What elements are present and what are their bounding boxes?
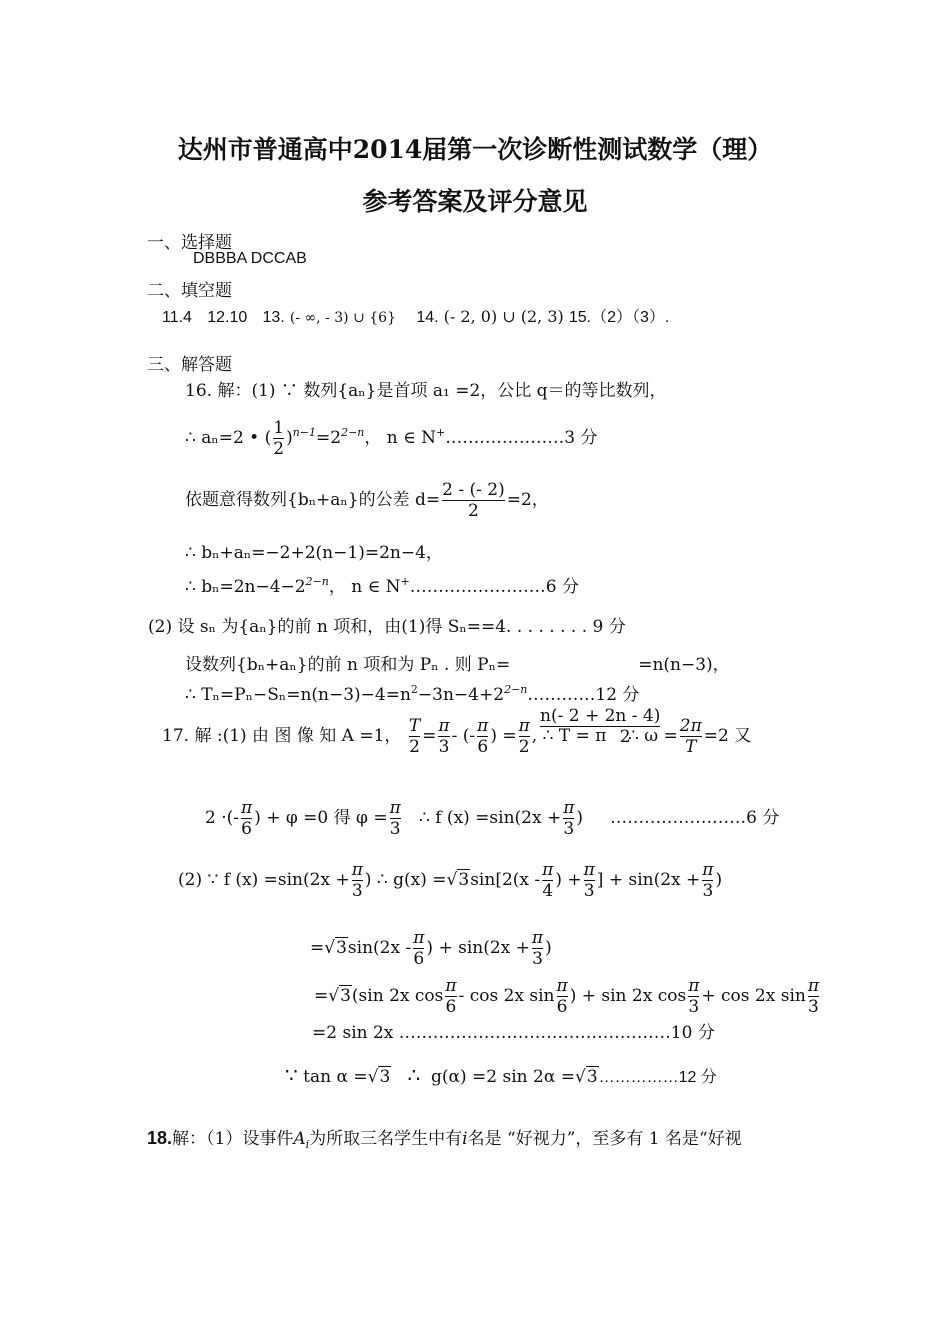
q16-part2-line3 — [185, 680, 639, 705]
q17-s1-close: ) — [545, 938, 552, 958]
page-subtitle: 参考答案及评分意见 — [362, 187, 588, 216]
q17-step1: =√3sin(2x - $\frac{\pi}{6}$ ) + sin(2x + $\frac{\pi}{3}$ ) — [310, 928, 552, 969]
frac-numerator: π — [807, 976, 820, 996]
frac-numerator: 2 - (- 2) — [442, 480, 505, 500]
q16-line5 — [185, 572, 579, 597]
section-heading-choice: 一、选择题 — [147, 233, 232, 253]
frac-denominator: 2 — [468, 501, 479, 521]
frac-denominator: 6 — [556, 997, 568, 1017]
frac-denominator: 3 — [702, 881, 714, 901]
q16-bn: ∴ bₙ=2n−4−2 — [185, 577, 306, 597]
q17-line2 — [205, 798, 779, 839]
frac-denominator: 2 — [518, 737, 530, 757]
q17-p2-close: ) — [715, 870, 723, 890]
q16-score-6: ……………………6 分 — [409, 577, 579, 597]
q16-line1: 16. 解：(1) ∵ 数列{aₙ}是首项 a₁ =2，公比 q＝的等比数列， — [185, 381, 667, 401]
frac — [352, 860, 363, 901]
q17-line1 — [162, 716, 751, 757]
q16-tn-exp2: 2−n — [504, 683, 528, 696]
frac-numerator: π — [389, 798, 401, 818]
answer-13-label: 13. — [262, 309, 285, 326]
q17-phi: ) + φ =0 得 φ = — [254, 808, 388, 828]
frac-denominator: 3 — [389, 819, 401, 839]
answer-11: 11.4 — [162, 309, 192, 326]
answer-12: 12.10 — [207, 309, 248, 326]
frac-denominator: 3 — [532, 949, 543, 969]
frac-denominator: 6 — [241, 819, 252, 839]
frac-denominator: 2 — [409, 737, 420, 757]
frac-numerator: π — [702, 860, 714, 880]
q16-score-12: …………12 分 — [527, 685, 640, 705]
q17-frac-T2 — [409, 716, 420, 757]
q16-line4: ∴ bₙ+aₙ=−2+2(n−1)=2n−4， — [185, 543, 443, 563]
frac-denominator: 3 — [688, 997, 700, 1017]
q17-g-alpha: g(α) =2 sin 2α = — [431, 1067, 575, 1087]
q16-plus-sup: + — [436, 426, 446, 439]
q16-tn-mid: −3n−4+2 — [417, 685, 505, 705]
q17-score-6: ……………………6 分 — [610, 808, 780, 828]
q18-i: i — [462, 1129, 468, 1149]
q17-omega-result: =2 又 — [703, 726, 752, 746]
q17-eq2: ) = — [490, 726, 517, 746]
q18-number: 18. — [147, 1128, 173, 1148]
q17-frac-pi3c — [563, 798, 574, 839]
sqrt-three: 3 — [458, 870, 470, 890]
frac — [445, 976, 456, 1017]
q16-an-expr: ∴ aₙ=2 • ( — [185, 428, 272, 448]
frac-denominator: 3 — [808, 997, 819, 1017]
q17-s2-d: + cos 2x sin — [701, 986, 806, 1006]
q17-frac-pi3 — [438, 716, 449, 757]
q16-line2 — [185, 418, 597, 459]
q16-pn-text: 设数列{bₙ+aₙ}的前 n 项和为 Pₙ . 则 Pₙ= — [185, 655, 511, 675]
q18-text-end: 名是 “好视力”，至多有 1 名是“好视 — [467, 1129, 742, 1149]
q17-tan: tan α = — [303, 1067, 368, 1087]
frac-numerator: π — [583, 860, 595, 880]
section-heading-solve: 三、解答题 — [147, 355, 232, 375]
q16-bn-sup: + — [400, 575, 410, 588]
q17-p2-plus: ) + — [555, 870, 582, 890]
q16-paren: ) — [286, 428, 293, 448]
frac — [542, 860, 553, 901]
answer-15: 15.（2）（3）. — [568, 309, 670, 326]
sqrt-three: 3 — [336, 938, 347, 958]
frac-numerator: π — [531, 928, 544, 948]
page-title: 达州市普通高中2014届第一次诊断性测试数学（理） — [177, 135, 773, 164]
q18-event-sub: i — [305, 1138, 310, 1151]
frac-denominator: 3 — [438, 737, 450, 757]
frac — [413, 928, 424, 969]
q17-eq: = — [422, 726, 437, 746]
q17-period: , ∴ T = π — [531, 726, 607, 746]
q17-s1-plus: ) + sin(2x + — [426, 938, 530, 958]
q16-tn-exp: 2 — [410, 683, 418, 696]
q16-tn: ∴ Tₙ=Pₙ−Sₙ=n(n−3)−4=n — [185, 685, 411, 705]
q16-domain: ， n ∈ N — [364, 428, 437, 448]
q18-intro: 解：（1）设事件 — [172, 1129, 294, 1149]
frac-numerator: 2π — [679, 716, 702, 736]
q16-frac-d — [442, 480, 505, 521]
q16-line3 — [185, 480, 549, 521]
frac-denominator: 3 — [563, 819, 575, 839]
frac-numerator: π — [445, 976, 457, 996]
q16-exponent-2: 2−n — [341, 426, 365, 439]
frac-numerator: π — [556, 976, 568, 996]
frac-denominator: 2 — [619, 727, 631, 747]
frac-denominator: 6 — [477, 737, 489, 757]
q18-event-A: A — [293, 1129, 306, 1149]
q17-s2-a: (sin 2x cos — [351, 986, 444, 1006]
q17-overlap-frac — [540, 706, 660, 747]
q17-p2-g: ) ∴ g(x) = — [364, 870, 447, 890]
q17-phi-eq: 2 ·(- — [205, 808, 239, 828]
q16-pn-result: =n(n−3)， — [638, 655, 730, 675]
frac-denominator: 3 — [351, 881, 363, 901]
frac — [702, 860, 713, 901]
q17-s2-b: - cos 2x sin — [458, 986, 555, 1006]
answer-13-value: (- ∞, - 3) ∪ {6} — [289, 310, 396, 326]
section-heading-fill: 二、填空题 — [147, 281, 232, 301]
answer-14-value: (- 2, 0) ∪ (2, 3) — [443, 307, 564, 326]
frac-numerator: n(- 2 + 2n - 4) — [540, 706, 661, 726]
frac-denominator: 3 — [583, 881, 595, 901]
frac — [688, 976, 699, 1017]
frac-numerator: π — [542, 860, 554, 880]
sqrt-three: 3 — [340, 986, 351, 1006]
q17-p2-sin2: ] + sin(2x + — [596, 870, 701, 890]
because-symbol: ∵ — [285, 1063, 298, 1087]
q17-frac-omega — [680, 716, 702, 757]
q17-part2-line1: (2) ∵ f (x) =sin(2x + $\frac{\pi}{3}$ ) ∴ g(x) =√3sin[2(x - $\frac{\pi}{4}$ ) + $\frac{\pi}{3}$ ] + sin(2x + $\frac{\pi}{3}$ ) — [178, 860, 723, 901]
frac-numerator: 1 — [273, 418, 285, 438]
q16-d-result: =2， — [506, 490, 549, 510]
q17-frac-pi2 — [519, 716, 530, 757]
frac-numerator: π — [688, 976, 700, 996]
frac-numerator: π — [477, 716, 489, 736]
q16-bn-exp: 2−n — [305, 575, 329, 588]
therefore-symbol: ∴ — [407, 1063, 421, 1087]
q17-frac-pi3b — [390, 798, 401, 839]
q16-diff-text: 依题意得数列{bₙ+aₙ}的公差 d= — [185, 490, 441, 510]
frac-numerator: π — [351, 860, 363, 880]
q17-frac-pi6 — [477, 716, 488, 757]
frac-denominator: 6 — [445, 997, 457, 1017]
frac — [584, 860, 595, 901]
q17-frac-pi6b — [241, 798, 252, 839]
q16-bn-domain: ， n ∈ N — [328, 577, 401, 597]
q17-s2-c: ) + sin 2x cos — [569, 986, 687, 1006]
q18-text: 为所取三名学生中有 — [309, 1129, 463, 1149]
frac — [532, 928, 543, 969]
fill-answers-line — [162, 304, 669, 327]
frac-denominator: 2 — [273, 439, 285, 459]
q17-score-12: ……………12 分 — [598, 1069, 717, 1086]
eq: = — [310, 938, 325, 958]
frac — [808, 976, 819, 1017]
q17-step2: =√3(sin 2x cos $\frac{\pi}{6}$ - cos 2x sin $\frac{\pi}{6}$ ) + sin 2x cos $\frac{\pi}{3}$ + cos 2x sin $\frac{\pi}{3}$ — [314, 976, 820, 1017]
q16-exponent: n−1 — [292, 426, 317, 439]
eq: = — [314, 986, 329, 1006]
choice-answers: DBBBA DCCAB — [193, 250, 307, 267]
frac-numerator: T — [408, 716, 421, 736]
frac-numerator: π — [563, 798, 575, 818]
q17-step4: ∵ tan α =√3 ∴ g(α) =2 sin 2α =√3……………12 分 — [285, 1063, 717, 1087]
frac-numerator: π — [413, 928, 425, 948]
q17-intro: 17. 解 :(1) 由 图 像 知 A =1， — [162, 726, 402, 746]
q17-omega: ∴ ω = — [628, 726, 678, 746]
q16-eq: =2 — [316, 428, 342, 448]
q17-s1-sin: sin(2x - — [347, 938, 412, 958]
q16-part2-line2 — [185, 650, 730, 675]
frac-numerator: π — [518, 716, 530, 736]
frac-numerator: π — [241, 798, 253, 818]
q17-f-def: ∴ f (x) =sin(2x + — [419, 808, 562, 828]
q16-frac-half — [273, 418, 284, 459]
q17-p2-f: (2) ∵ f (x) =sin(2x + — [178, 870, 350, 890]
q17-minus: - (- — [451, 726, 476, 746]
frac-denominator: 4 — [542, 881, 554, 901]
q18-line1 — [147, 1124, 742, 1151]
q17-step3: =2 sin 2x …………………………………………10 分 — [312, 1023, 715, 1043]
frac-denominator: 6 — [413, 949, 425, 969]
q17-p2-sin: sin[2(x - — [470, 870, 541, 890]
q16-score-3: …………………3 分 — [445, 428, 598, 448]
frac-denominator: T — [685, 737, 697, 757]
frac — [557, 976, 568, 1017]
q17-paren: ) — [576, 808, 584, 828]
frac-numerator: π — [438, 716, 450, 736]
q16-part2-line1: (2) 设 sₙ 为{aₙ}的前 n 项和，由(1)得 Sₙ==4. . . . . . . . 9 分 — [148, 617, 626, 637]
answer-14-label: 14. — [416, 309, 439, 326]
sqrt-three: 3 — [586, 1067, 598, 1087]
sqrt-three: 3 — [379, 1067, 391, 1087]
